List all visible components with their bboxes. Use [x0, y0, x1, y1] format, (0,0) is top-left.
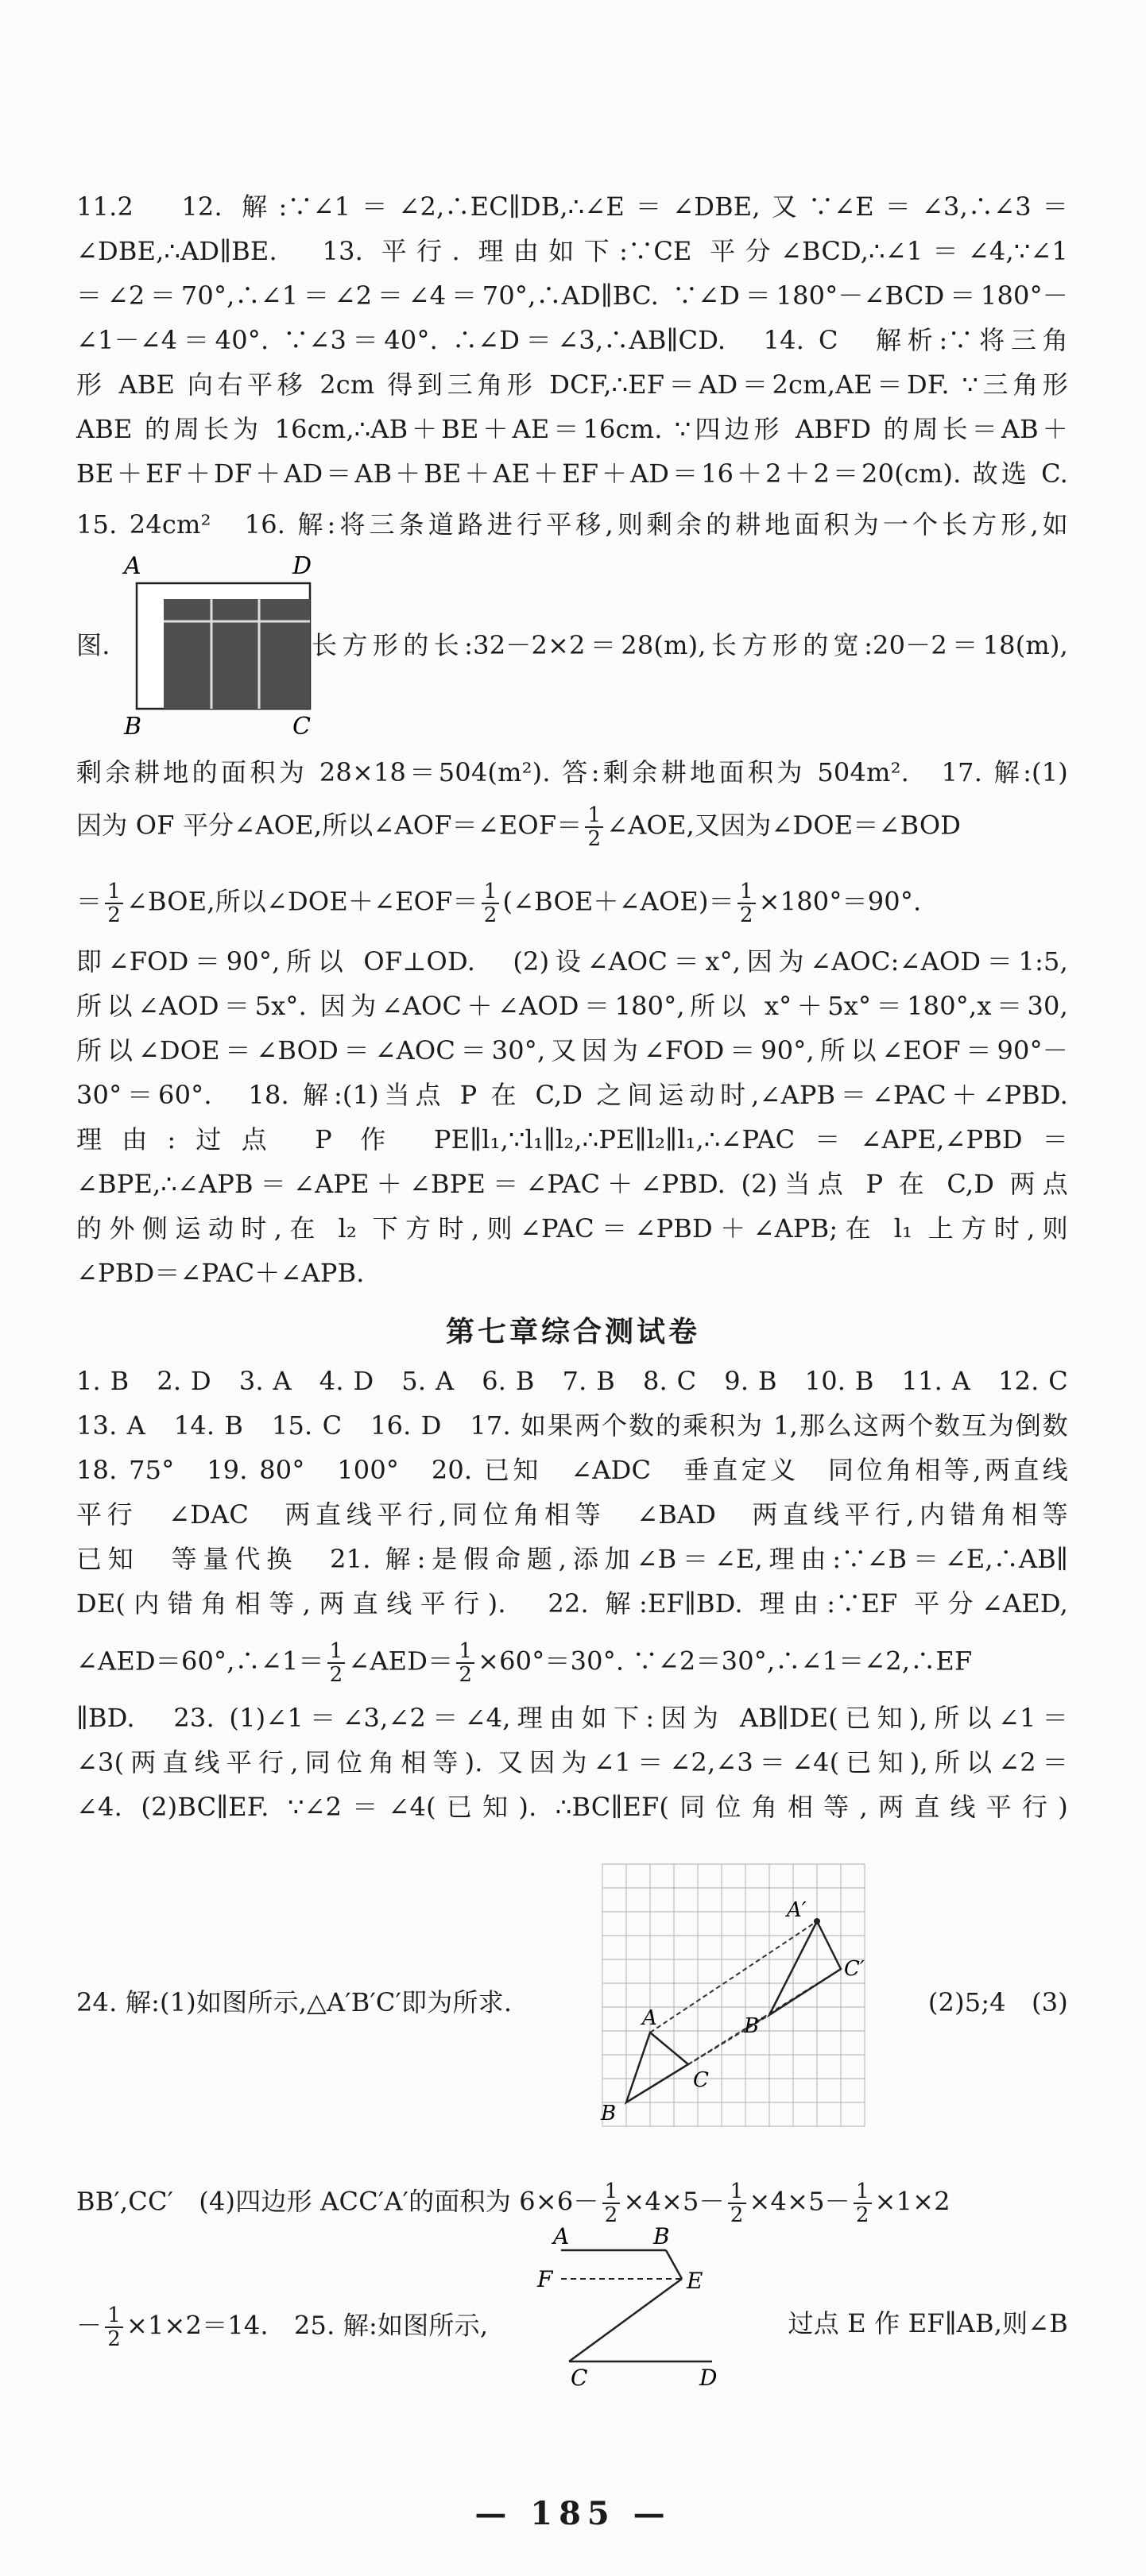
- text-line: 15. 24cm² 16. 解:将三条道路进行平移,则剩余的耕地面积为一个长方形,如: [76, 509, 1068, 540]
- page-number: — 185 —: [474, 2495, 672, 2532]
- text-segment: ∠AOE,又因为∠DOE＝∠BOD: [606, 810, 962, 841]
- fraction-half: $\frac{1}{2}$: [105, 880, 123, 926]
- text-line: ∠BPE,∴∠APB＝∠APE＋∠BPE＝∠PAC＋∠PBD. (2)当点 P 在 C,D 两点: [76, 1169, 1068, 1199]
- fig16-label-d: D: [292, 553, 312, 580]
- text-segment: ∠AED＝: [348, 1646, 454, 1677]
- text-line: ∠1－∠4＝40°. ∵∠3＝40°. ∴∠D＝∠3,∴AB∥CD. 14. C 解析:∵将三角: [76, 325, 1068, 355]
- text-line: (2)5;4 (3): [927, 1987, 1068, 2017]
- fig25-label-d: D: [699, 2365, 718, 2391]
- text-line: 13. A 14. B 15. C 16. D 17. 如果两个数的乘积为 1,那么这两个数互为倒数: [76, 1410, 1068, 1441]
- text-segment: 因为 OF 平分∠AOE,所以∠AOF＝∠EOF＝: [76, 810, 583, 841]
- fraction-half: $\frac{1}{2}$: [585, 804, 603, 850]
- field-figure: [119, 553, 326, 741]
- text-line-with-fraction: [76, 804, 1068, 850]
- text-line: 理由:过点 P 作 PE∥l₁,∵l₁∥l₂,∴PE∥l₂∥l₁,∴∠PAC＝∠APE,∠PBD＝: [76, 1124, 1068, 1155]
- section-title: 第七章综合测试卷: [445, 1315, 700, 1348]
- zigzag-figure: [526, 2222, 749, 2392]
- fig24-label-a: A: [642, 2006, 657, 2030]
- grid-triangle-figure: [577, 1856, 873, 2145]
- text-line: 过点 E 作 EF∥AB,则∠B: [788, 2308, 1068, 2338]
- text-line: BE＋EF＋DF＋AD＝AB＋BE＋AE＋EF＋AD＝16＋2＋2＝20(cm). 故选 C.: [76, 458, 1068, 489]
- text-line: DE(内错角相等,两直线平行). 22. 解:EF∥BD. 理由:∵EF 平分∠AED,: [76, 1588, 1068, 1619]
- text-segment: ×4×5－: [623, 2186, 725, 2217]
- fig25-label-a: A: [553, 2223, 570, 2249]
- text-segment: ×1×2＝14. 25. 解:如图所示,: [126, 2310, 489, 2341]
- text-line: 形 ABE 向右平移 2cm 得到三角形 DCF,∴EF＝AD＝2cm,AE＝DF. ∵三角形: [76, 369, 1068, 400]
- text-line: 的外侧运动时,在 l₂ 下方时,则∠PAC＝∠PBD＋∠APB;在 l₁ 上方时,则: [76, 1213, 1068, 1244]
- fig24-label-b: B: [601, 2102, 617, 2125]
- fig24-label-a-prime: A′: [787, 1898, 807, 1922]
- text-line: 已知 等量代换 21. 解:是假命题,添加∠B＝∠E,理由:∵∠B＝∠E,∴AB∥: [76, 1544, 1068, 1574]
- fraction-half: $\frac{1}{2}$: [602, 2180, 621, 2226]
- fig16-label-b: B: [124, 713, 142, 741]
- text-segment: ＝: [76, 886, 103, 917]
- text-line: 所以∠DOE＝∠BOD＝∠AOC＝30°,又因为∠FOD＝90°,所以∠EOF＝90°－: [76, 1035, 1068, 1066]
- fig24-label-c: C: [693, 2068, 709, 2092]
- text-line: 24. 解:(1)如图所示,△A′B′C′即为所求.: [76, 1987, 513, 2017]
- text-line: 平行 ∠DAC 两直线平行,同位角相等 ∠BAD 两直线平行,内错角相等: [76, 1499, 1068, 1530]
- fraction-half: $\frac{1}{2}$: [854, 2180, 872, 2226]
- fig25-label-f: F: [537, 2266, 553, 2292]
- text-line: 18. 75° 19. 80° 100° 20. 已知 ∠ADC 垂直定义 同位角相等,两直线: [76, 1455, 1068, 1485]
- fraction-half: $\frac{1}{2}$: [728, 2180, 746, 2226]
- text-line-with-fraction: [76, 2304, 521, 2350]
- text-line: 30°＝60°. 18. 解:(1)当点 P 在 C,D 之间运动时,∠APB＝∠PAC＋∠PBD.: [76, 1080, 1068, 1110]
- text-line-with-fraction: [76, 1640, 1068, 1686]
- text-segment: ∠BOE,所以∠DOE＋∠EOF＝: [126, 886, 478, 917]
- text-line: ∠PBD＝∠PAC＋∠APB.: [76, 1258, 365, 1288]
- text-line: 1. B 2. D 3. A 4. D 5. A 6. B 7. B 8. C 9. B 10. B 11. A 12. C: [76, 1366, 1068, 1396]
- text-line: ＝∠2＝70°,∴∠1＝∠2＝∠4＝70°,∴AD∥BC. ∵∠D＝180°－∠BCD＝180°－: [76, 280, 1068, 311]
- text-line-with-fraction: [76, 2180, 1068, 2226]
- fig16-label-c: C: [292, 713, 311, 741]
- fig24-label-b-prime: B′: [744, 2014, 765, 2038]
- fig16-label-a: A: [124, 553, 141, 580]
- text-segment: ×180°＝90°.: [758, 886, 922, 917]
- text-line: 所以∠AOD＝5x°. 因为∠AOC＋∠AOD＝180°,所以 x°＋5x°＝180°,x＝30,: [76, 991, 1068, 1021]
- fig25-label-e: E: [687, 2268, 703, 2294]
- text-line-with-fraction: [76, 880, 1068, 926]
- text-line: 剩余耕地的面积为 28×18＝504(m²). 答:剩余耕地面积为 504m². 17. 解:(1): [76, 757, 1068, 787]
- fig25-label-b: B: [653, 2223, 670, 2249]
- text-line: 长方形的长:32－2×2＝28(m),长方形的宽:20－2＝18(m),: [312, 630, 1068, 660]
- text-line: ∠DBE,∴AD∥BE. 13. 平行. 理由如下:∵CE 平分∠BCD,∴∠1＝∠4,∵∠1: [76, 236, 1068, 266]
- fig24-label-c-prime: C′: [844, 1957, 865, 1981]
- text-line: ∠4. (2)BC∥EF. ∵∠2＝∠4(已知). ∴BC∥EF(同位角相等,两直线平行): [76, 1792, 1068, 1822]
- page-number-value: 185: [530, 2495, 616, 2532]
- text-segment: BB′,CC′ (4)四边形 ACC′A′的面积为 6×6－: [76, 2186, 599, 2217]
- fraction-half: $\frac{1}{2}$: [456, 1640, 474, 1686]
- text-line: ABE 的周长为 16cm,∴AB＋BE＋AE＝16cm. ∵四边形 ABFD 的周长＝AB＋: [76, 414, 1068, 444]
- text-line: 11.2 12. 解:∵∠1＝∠2,∴EC∥DB,∴∠E＝∠DBE,又∵∠E＝∠3,∴∠3＝: [76, 191, 1068, 222]
- fraction-half: $\frac{1}{2}$: [327, 1640, 346, 1686]
- text-line: ∥BD. 23. (1)∠1＝∠3,∠2＝∠4,理由如下:因为 AB∥DE(已知),所以∠1＝: [76, 1703, 1068, 1733]
- text-segment: ×4×5－: [749, 2186, 850, 2217]
- text-line: 即∠FOD＝90°,所以 OF⊥OD. (2)设∠AOC＝x°,因为∠AOC:∠AOD＝1:5,: [76, 946, 1068, 977]
- text-segment: ×60°＝30°. ∵∠2＝30°,∴∠1＝∠2,∴EF: [478, 1646, 973, 1677]
- fraction-half: $\frac{1}{2}$: [482, 880, 500, 926]
- text-segment: －: [76, 2310, 103, 2341]
- fig25-label-c: C: [571, 2365, 588, 2391]
- text-segment: ×1×2: [874, 2186, 950, 2217]
- text-segment: ∠AED＝60°,∴∠1＝: [76, 1646, 324, 1677]
- fraction-half: $\frac{1}{2}$: [738, 880, 756, 926]
- text-segment: (∠BOE＋∠AOE)＝: [502, 886, 734, 917]
- text-fig-prefix: 图.: [76, 630, 110, 660]
- fraction-half: $\frac{1}{2}$: [105, 2304, 123, 2350]
- text-line: ∠3(两直线平行,同位角相等). 又因为∠1＝∠2,∠3＝∠4(已知),所以∠2＝: [76, 1747, 1068, 1777]
